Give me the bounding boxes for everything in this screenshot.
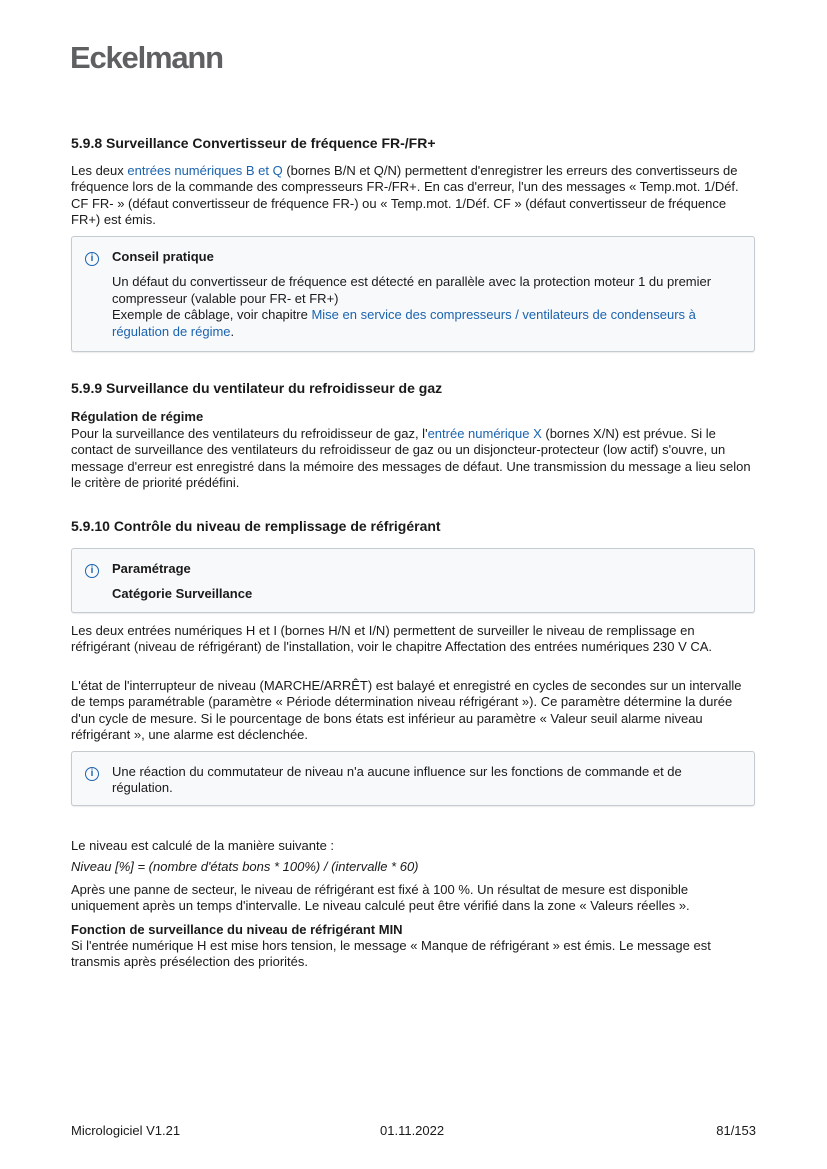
text: Pour la surveillance des ventilateurs du refroidisseur de gaz, l' xyxy=(71,426,428,441)
text: (bornes X/N) est prévue. Si le contact de surveillance des ventilateurs du refroidisseur de gaz ou un disjoncteur-protecteur (low actif) s'ouvre, un message d'erreur est enregistré dans la mémoire des messages de défaut. Une transmission du message a lieu selon le critère de priorité prédéfini. xyxy=(71,426,751,491)
text: Exemple de câblage, voir chapitre xyxy=(112,307,312,323)
paragraph: Les deux entrées numériques H et I (bornes H/N et I/N) permettent de surveiller le niveau de remplissage en réfrigérant (niveau de réfrigérant) de l'installation, voir le chapitre Affectation des entrées numériques 230 V CA. xyxy=(71,623,713,655)
text: (bornes B/N et Q/N) permettent d'enregistrer les erreurs des convertisseurs de fréquence lors de la commande des compresseurs FR-/FR+. En cas d'erreur, l'un des messages « Temp.mot. 1/Déf. CF FR- » (défaut convertisseur de fréquence FR-) ou « Temp.mot. 1/Déf. CF » (défaut convertisseur de fréquence FR+) est émis. xyxy=(71,163,739,228)
eckelmann-logo: Eckelmann xyxy=(70,40,223,75)
link-entrees-numeriques-b-q[interactable]: entrées numériques B et Q xyxy=(127,163,283,178)
section-title-5-9-10: 5.9.10 Contrôle du niveau de remplissage de réfrigérant xyxy=(71,518,441,534)
parameter-box xyxy=(71,548,755,613)
info-icon: i xyxy=(85,252,99,266)
paragraph: Si l'entrée numérique H est mise hors tension, le message « Manque de réfrigérant » est émis. Le message est transmis après présélection des priorités. xyxy=(71,938,711,970)
text: . xyxy=(230,323,235,339)
section-title-5-9-9: 5.9.9 Surveillance du ventilateur du refroidisseur de gaz xyxy=(71,380,443,396)
paragraph xyxy=(71,426,757,492)
tip-content xyxy=(112,249,742,340)
section-title-5-9-8: 5.9.8 Surveillance Convertisseur de fréquence FR-/FR+ xyxy=(71,135,436,151)
link-entree-numerique-x[interactable]: entrée numérique X xyxy=(427,426,542,441)
parameter-title: Paramétrage xyxy=(112,561,191,576)
paragraph: Après une panne de secteur, le niveau de réfrigérant est fixé à 100 %. Un résultat de mesure est disponible uniquement après un temps d'intervalle. Le niveau calculé peut être vérifié dans la zone « Valeurs réelles ». xyxy=(71,882,690,914)
parameter-category: Catégorie Surveillance xyxy=(112,586,253,602)
note-box xyxy=(71,751,755,806)
formula: Niveau [%] = (nombre d'états bons * 100%) / (intervalle * 60) xyxy=(71,859,419,874)
subheading: Régulation de régime xyxy=(71,409,204,424)
footer-page-number: 81/153 xyxy=(716,1123,756,1138)
subheading: Fonction de surveillance du niveau de réfrigérant MIN xyxy=(71,922,403,937)
tip-line xyxy=(112,307,742,340)
paragraph: Le niveau est calculé de la manière suivante : xyxy=(71,838,335,853)
link-mise-en-service[interactable]: Mise en service des compresseurs / ventilateurs de condenseurs à régulation de régime xyxy=(112,307,696,339)
paragraph: L'état de l'interrupteur de niveau (MARCHE/ARRÊT) est balayé et enregistré en cycles de secondes sur un intervalle de temps paramétrable (paramètre « Période détermination niveau réfrigérant »). Ce paramètre détermine la durée d'un cycle de mesure. Si le pourcentage de bons états est inférieur au paramètre « Valeur seuil alarme niveau réfrigérant », une alarme est déclenchée. xyxy=(71,678,742,743)
paragraph xyxy=(71,163,757,229)
info-icon: i xyxy=(85,767,99,781)
text: Les deux xyxy=(71,163,128,178)
tip-line: Un défaut du convertisseur de fréquence est détecté en parallèle avec la protection moteur 1 du premier compresseur (valable pour FR- et FR+) xyxy=(112,274,712,306)
note-text: Une réaction du commutateur de niveau n'a aucune influence sur les fonctions de commande et de régulation. xyxy=(112,764,682,796)
footer-firmware: Micrologiciel V1.21 xyxy=(71,1123,181,1138)
info-icon: i xyxy=(85,564,99,578)
tip-title: Conseil pratique xyxy=(112,249,214,264)
footer-date: 01.11.2022 xyxy=(380,1123,445,1138)
parameter-content xyxy=(112,561,742,603)
tip-box xyxy=(71,236,755,352)
